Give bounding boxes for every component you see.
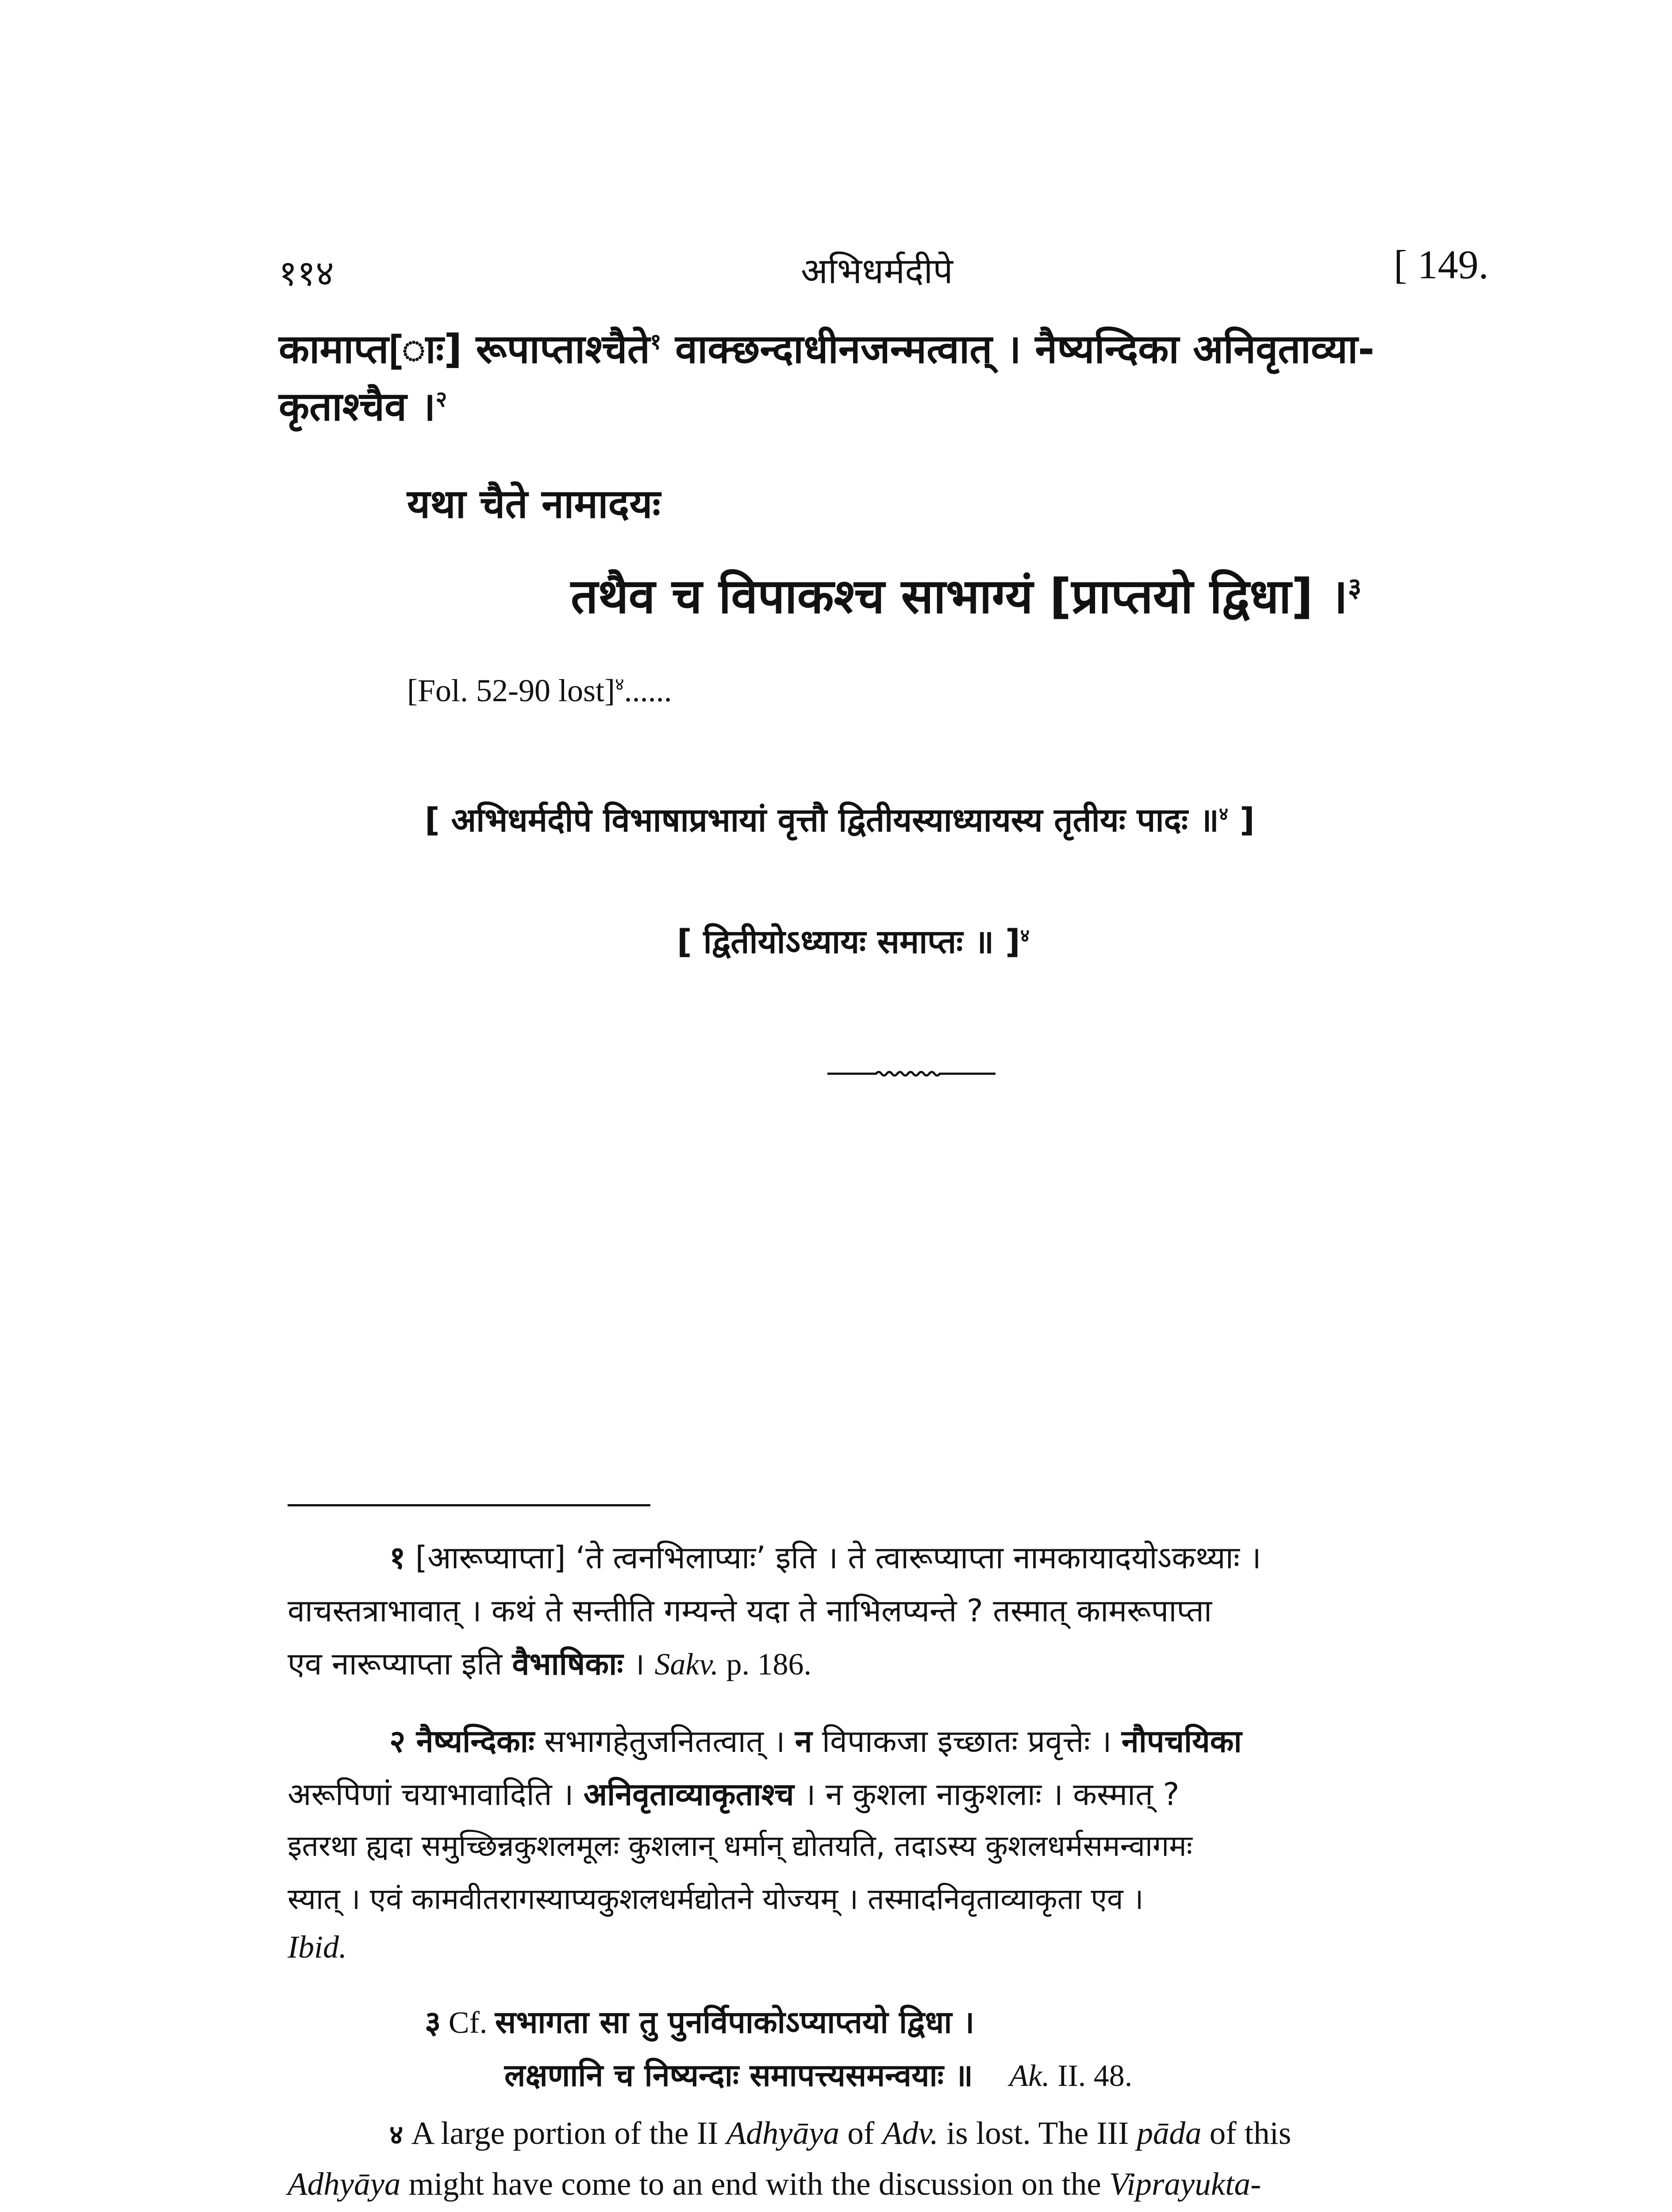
footnote-3-line-2 (504, 2053, 1132, 2095)
footnote-3-ref-b: II. 48. (1049, 2059, 1133, 2093)
footnote-3-line-1 (425, 2000, 974, 2042)
colophon-bracket: ] (1228, 801, 1255, 839)
fn4-l1d: Adhyāya (726, 2115, 840, 2151)
footnote-2-l1-e: नौपचयिका (1121, 1723, 1242, 1759)
colophon-text: [ अभिधर्मदीपे विभाषाप्रभायां वृत्तौ द्वितीयस्याध्यायस्य तृतीयः पादः ॥ (425, 801, 1219, 839)
verse-text: तथैव च विपाकश्च साभाग्यं [प्राप्तयो द्विधा] । (571, 569, 1348, 624)
footnote-4-line-2 (288, 2166, 1261, 2203)
footnote-2-l1-a: नैष्यन्दिकाः (405, 1723, 535, 1759)
footnote-2-line-1 (389, 1719, 1242, 1761)
footnote-2-l1-c: न (795, 1723, 812, 1759)
footnote-1-l3-c: । (623, 1646, 655, 1682)
footnote-ref-1: १ (650, 329, 661, 354)
footnote-2-l1-d: विपाकजा इच्छातः प्रवृत्तेः । (812, 1723, 1122, 1759)
footnote-4-marker: ४ (389, 2120, 404, 2151)
footnote-1-l3-b: वैभाषिकाः (512, 1646, 623, 1682)
footnote-3-ref-a: Ak. (1009, 2059, 1050, 2093)
fn4-l1a: A large portion of the (403, 2115, 697, 2151)
footnote-ref-4: ४ (615, 674, 624, 695)
colophon (425, 796, 1255, 841)
footnote-2-marker: २ (389, 1723, 406, 1759)
fn4-l1i (1129, 2115, 1137, 2151)
fn4-l2c: Viprayukta- (1109, 2166, 1261, 2202)
chapter-end-text: [ द्वितीयोऽध्यायः समाप्तः ॥ ] (677, 923, 1020, 961)
running-title: अभिधर्मदीपे (801, 250, 953, 292)
footnote-ref-4c: ४ (1020, 925, 1030, 946)
chapter-end (677, 918, 1030, 963)
body-line-3: यथा चैते नामादयः (407, 481, 661, 527)
footnote-3-verse-2: लक्षणानि च निष्यन्दाः समापत्त्यसमन्वयाः ॥ (504, 2057, 973, 2093)
fn4-l1h: III (1096, 2115, 1129, 2151)
footnote-ref-4b: ४ (1218, 803, 1229, 825)
footnote-1-text: [आरूप्याप्ता] ‘ते त्वनभिलाप्याः’ इति । ते त्वारूप्याप्ता नामकायादयोऽकथ्याः । (405, 1540, 1261, 1576)
body-line-1 (279, 321, 1374, 375)
footnote-2-l2-c: । न कुशला नाकुशलाः । कस्मात् ? (794, 1776, 1180, 1813)
footnote-2-line-3: इतरथा ह्यदा समुच्छिन्नकुशलमूलः कुशलान् धर्मान् द्योतयति, तदाऽस्य कुशलधर्मसमन्वागमः (288, 1829, 1193, 1863)
fn4-l2b: might have come to an end with the discussion on the (400, 2166, 1110, 2202)
fn4-l1f: Adv. (882, 2115, 938, 2151)
fn4-l2a: Adhyāya (288, 2166, 401, 2202)
lost-folios-text: [Fol. 52-90 lost] (407, 673, 615, 708)
footnote-1-line-2: वाचस्तत्राभावात् । कथं ते सन्तीति गम्यन्ते यदा ते नाभिलप्यन्ते ? तस्मात् कामरूपाप्ता (288, 1593, 1212, 1629)
lost-folios-ellipsis: ...... (624, 673, 672, 708)
footnote-1-l3-a: एव नारूप्याप्ता इति (288, 1646, 512, 1682)
fn4-l1b: II (696, 2115, 719, 2151)
footnote-1-marker: १ (389, 1540, 406, 1576)
footnote-2-l1-b: सभागहेतुजनितत्वात् । (534, 1723, 795, 1759)
verse-line (571, 562, 1361, 627)
fn4-l1j: pāda (1137, 2115, 1202, 2151)
footnote-2-l2-b: अनिवृताव्याकृताश्च (583, 1776, 794, 1813)
footnote-2-l2-a: अरूपिणां चयाभावादिति । (288, 1776, 584, 1813)
footnote-1-line-1 (389, 1535, 1261, 1578)
footnote-1-l3-e: p. 186. (718, 1647, 811, 1682)
body-line-1-text-b: वाक्छन्दाधीनजन्मत्वात् । नैष्यन्दिका अनिवृताव्या- (661, 326, 1375, 373)
footnote-ref-2: २ (435, 386, 447, 412)
footnote-3-marker: ३ (425, 2004, 441, 2040)
lost-folios-note (407, 672, 672, 709)
footnote-3-verse-1: सभागता सा तु पुनर्विपाकोऽप्याप्तयो द्विधा । (495, 2004, 975, 2040)
body-line-2-text: कृताश्चैव । (279, 384, 436, 430)
footnote-4-line-1 (389, 2115, 1291, 2152)
footnote-1-line-3 (288, 1641, 811, 1684)
body-line-2 (279, 378, 447, 432)
page-number: ११४ (279, 253, 334, 294)
body-line-1-text-a: कामाप्त[ाः] रूपाप्ताश्चैते (279, 326, 650, 373)
footnote-2-line-2 (288, 1772, 1180, 1814)
footnote-3-cf: Cf. (441, 2006, 495, 2040)
footnote-1-l3-d: Sakv. (654, 1647, 719, 1682)
footnote-separator (288, 1504, 650, 1506)
fn4-l1c (718, 2115, 726, 2151)
section-reference: [ 149. (1394, 242, 1489, 287)
fn4-l1k: of this (1201, 2115, 1291, 2151)
footnote-2-ibid: Ibid. (288, 1929, 347, 1965)
fn4-l1g: is lost. The (938, 2115, 1097, 2151)
section-end-ornament (827, 1068, 996, 1079)
fn4-l1e: of (839, 2115, 883, 2151)
footnote-ref-3: ३ (1348, 572, 1362, 603)
footnote-2-line-4: स्यात् । एवं कामवीतरागस्याप्यकुशलधर्मद्योतने योज्यम् । तस्मादनिवृताव्याकृता एव । (288, 1882, 1144, 1916)
